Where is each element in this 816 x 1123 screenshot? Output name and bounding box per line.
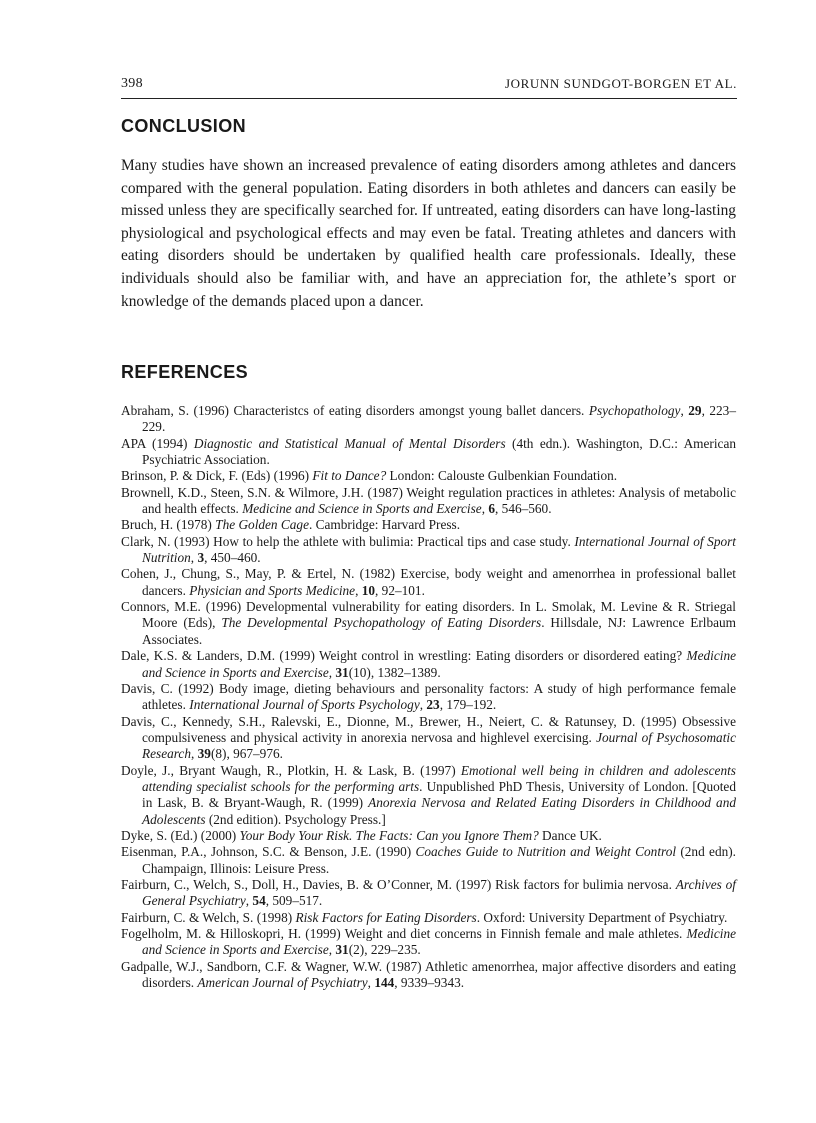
reference-after-title: , [328,942,336,958]
reference-pages: , 546–560. [495,501,552,517]
reference-item [121,436,736,469]
reference-title: Psychopathology [588,403,681,418]
reference-after-title: , [481,501,489,517]
reference-volume: 31 [335,942,349,958]
reference-title: American Journal of Psychiatry [197,975,368,991]
reference-authors: Fairburn, C. & Welch, S. (1998) [121,909,296,925]
reference-after-title: , [328,664,336,680]
reference-title: Journal of Psychosomatic Research [142,729,737,762]
reference-item [121,828,736,844]
reference-after-title: , [419,697,427,713]
reference-authors: Dale, K.S. & Landers, D.M. (1999) Weight control in wrestling: Eating disorders or disordered eating? [121,648,687,664]
reference-title: Your Body Your Risk. The Facts: Can you Ignore Them? [239,827,539,843]
reference-authors: Fogelholm, M. & Hilloskopri, H. (1999) Weight and diet concerns in Finnish female and male athletes. [121,926,687,941]
reference-authors: Eisenman, P.A., Johnson, S.C. & Benson, J.E. (1990) [121,844,416,860]
reference-title: Coaches Guide to Nutrition and Weight Control [415,844,677,860]
reference-title: Risk Factors for Eating Disorders [295,909,477,925]
running-head-authors: JORUNN SUNDGOT-BORGEN ET AL. [504,76,737,91]
reference-title: Archives of General Psychiatry [142,876,736,909]
reference-pages: , 450–460. [204,550,261,566]
references-heading: REFERENCES [121,362,249,382]
reference-item [121,485,736,518]
reference-title: International Journal of Sports Psychology [189,697,420,713]
reference-pages: (10), 1382–1389. [348,664,441,680]
reference-title: The Developmental Psychopathology of Eating Disorders [221,615,542,631]
reference-pages: , 509–517. [265,893,323,909]
reference-item [121,959,736,992]
reference-volume: 54 [252,893,266,909]
reference-after-title: . Unpublished PhD Thesis, University of London. [Quoted in Lask, B. & Bryant-Waugh, R. (1999) [142,778,736,811]
reference-title: Medicine and Science in Sports and Exercise [242,501,482,517]
reference-pages: , 223–229. [142,403,736,435]
reference-item [121,468,736,484]
reference-item [121,517,736,533]
reference-authors: Dyke, S. (Ed.) (2000) [121,827,240,843]
reference-after-title: London: Calouste Gulbenkian Foundation. [386,468,618,484]
reference-item [121,648,736,681]
reference-authors: Doyle, J., Bryant Waugh, R., Plotkin, H. & Lask, B. (1997) [121,762,461,778]
reference-after-title-2: (2nd edition). Psychology Press.] [205,811,386,827]
reference-after-title: (2nd edn). Champaign, Illinois: Leisure Press. [142,844,736,876]
reference-volume: 39 [197,746,211,762]
reference-title: Physician and Sports Medicine [189,582,356,598]
reference-after-title: , [680,403,689,418]
reference-volume: 10 [361,582,376,598]
conclusion-paragraph: Many studies have shown an increased prevalence of eating disorders among athletes and dancers compared with the general population. Eating disorders in both athletes and dancers can easily be missed unless they are specifically searched for. If untreated, eating disorders can have long-lasting physiological and psychological effects and may even be fatal. Treating athletes and dancers with eating disorders should be undertaken by qualified health care professionals. Ideally, these individuals should also be familiar with, and have an appreciation for, the athlete’s sport or knowledge of the demands placed upon a dancer. [121,157,736,310]
conclusion-heading: CONCLUSION [121,116,246,136]
reference-title: Medicine and Science in Sports and Exercise [142,926,736,958]
reference-volume: 3 [197,550,205,566]
reference-pages: , 179–192. [439,697,497,713]
reference-title: International Journal of Sport Nutrition [142,533,736,566]
reference-after-title: . Hillsdale, NJ: Lawrence Erlbaum Associates. [142,615,737,647]
reference-authors: Cohen, J., Chung, S., May, P. & Ertel, N. (1982) Exercise, body weight and amenorrhea in professional ballet dancers. [121,566,736,598]
reference-list [121,403,736,991]
reference-after-title: , [367,975,375,991]
reference-title: Diagnostic and Statistical Manual of Mental Disorders [193,435,506,451]
reference-item [121,763,736,828]
reference-title: Fit to Dance? [312,468,387,484]
reference-item [121,599,736,648]
reference-pages: , 9339–9343. [394,975,465,991]
reference-authors: Clark, N. (1993) How to help the athlete with bulimia: Practical tips and case study. [121,533,575,549]
reference-item [121,844,736,877]
reference-authors: Fairburn, C., Welch, S., Doll, H., Davies, B. & O’Conner, M. (1997) Risk factors for bulimia nervosa. [121,876,676,892]
reference-after-title: . Oxford: University Department of Psychiatry. [476,909,728,925]
reference-after-title: . Cambridge: Harvard Press. [308,517,461,533]
reference-item [121,681,736,714]
reference-authors: Brownell, K.D., Steen, S.N. & Wilmore, J.H. (1987) Weight regulation practices in athletes: Analysis of metabolic and health effects. [121,484,736,517]
reference-authors: Bruch, H. (1978) [121,517,216,533]
reference-after-title: Dance UK. [538,827,602,843]
page-number: 398 [121,76,143,91]
reference-item [121,926,736,959]
reference-after-title: , [245,893,253,909]
reference-item [121,910,736,926]
reference-volume: 23 [426,697,440,713]
reference-volume: 29 [688,403,702,418]
reference-volume: 144 [374,975,395,991]
reference-item [121,534,736,567]
reference-after-title: (4th edn.). Washington, D.C.: American Psychiatric Association. [142,435,736,468]
reference-item [121,877,736,910]
reference-authors: Gadpalle, W.J., Sandborn, C.F. & Wagner, W.W. (1987) Athletic amenorrhea, major affective disorders and eating disorders. [121,958,736,991]
reference-volume: 6 [488,501,496,517]
reference-after-title: , [355,582,362,598]
reference-authors: Brinson, P. & Dick, F. (Eds) (1996) [121,468,313,484]
reference-after-title: , [190,746,198,762]
reference-title: The Golden Cage [215,517,309,533]
reference-authors: Davis, C., Kennedy, S.H., Ralevski, E., Dionne, M., Brewer, H., Neiert, C. & Ratunsey, D. (1995) Obsessive compulsiveness and physical activity in anorexia nervosa and highlevel exercising. [121,713,736,745]
reference-authors: APA (1994) [121,435,194,451]
reference-pages: (8), 967–976. [210,746,283,762]
reference-authors: Connors, M.E. (1996) Developmental vulnerability for eating disorders. In L. Smolak, M. Levine & R. Striegal Moore (Eds), [121,599,736,631]
reference-item [121,714,736,763]
reference-authors: Davis, C. (1992) Body image, dieting behaviours and personality factors: A study of high performance female athletes. [121,680,736,713]
reference-volume: 31 [335,664,349,680]
running-header [121,76,737,99]
reference-pages: , 92–101. [375,582,425,598]
reference-item [121,403,736,436]
reference-authors: Abraham, S. (1996) Characteristcs of eating disorders amongst young ballet dancers. [121,403,589,418]
reference-pages: (2), 229–235. [348,942,421,958]
reference-after-title: , [190,550,198,566]
reference-title: Emotional well being in children and adolescents attending specialist schools for the performing arts [142,762,736,794]
reference-title: Medicine and Science in Sports and Exercise [142,648,736,680]
reference-item [121,566,736,599]
reference-title-2: Anorexia Nervosa and Related Eating Disorders in Childhood and Adolescents [142,795,736,827]
